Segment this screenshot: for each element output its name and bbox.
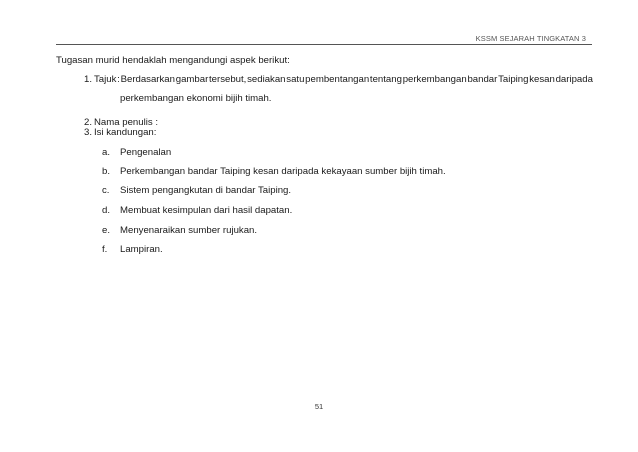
item-1-word: daripada (555, 74, 593, 85)
item-3-label: Isi kandungan: (94, 127, 157, 138)
subitem-e-text: Menyenaraikan sumber rujukan. (120, 225, 258, 236)
subitem-c-text: Sistem pengangkutan di bandar Taiping. (120, 185, 292, 196)
item-1-line1 (94, 74, 593, 85)
item-1-word: Berdasarkan (120, 74, 175, 85)
intro-text: Tugasan murid hendaklah mengandungi aspek berikut: (56, 55, 290, 66)
item-1-number: 1. (84, 74, 93, 85)
subitem-a-text: Pengenalan (120, 147, 172, 158)
item-1-word: tersebut, (209, 74, 247, 85)
item-1-word: gambar (175, 74, 209, 85)
subitem-d-text: Membuat kesimpulan dari hasil dapatan. (120, 205, 293, 216)
item-1-line2: perkembangan ekonomi bijih timah. (120, 93, 272, 104)
item-1-word: tentang (369, 74, 402, 85)
item-1-label: Tajuk (94, 74, 117, 85)
item-3-number: 3. (84, 127, 93, 138)
item-1-word: sediakan (247, 74, 286, 85)
item-1-word: pembentangan (305, 74, 370, 85)
item-1-word: perkembangan (402, 74, 467, 85)
item-1-word: kesan (529, 74, 555, 85)
subitem-a-letter: a. (102, 147, 111, 158)
item-1-word: bandar (467, 74, 498, 85)
page-number: 51 (314, 402, 324, 411)
item-1-word: Taiping (498, 74, 529, 85)
subitem-c-letter: c. (102, 185, 110, 196)
header-rule (56, 44, 592, 45)
subitem-f-letter: f. (102, 244, 108, 255)
subitem-e-letter: e. (102, 225, 111, 236)
item-1-colon: : (117, 74, 120, 85)
subitem-f-text: Lampiran. (120, 244, 163, 255)
item-2-number: 2. (84, 117, 93, 128)
subitem-d-letter: d. (102, 205, 111, 216)
item-2-label: Nama penulis : (94, 117, 158, 128)
item-1-word: satu (286, 74, 305, 85)
subitem-b-letter: b. (102, 166, 111, 177)
running-header: KSSM SEJARAH TINGKATAN 3 (475, 34, 586, 43)
subitem-b-text: Perkembangan bandar Taiping kesan daripada kekayaan sumber bijih timah. (120, 166, 446, 177)
